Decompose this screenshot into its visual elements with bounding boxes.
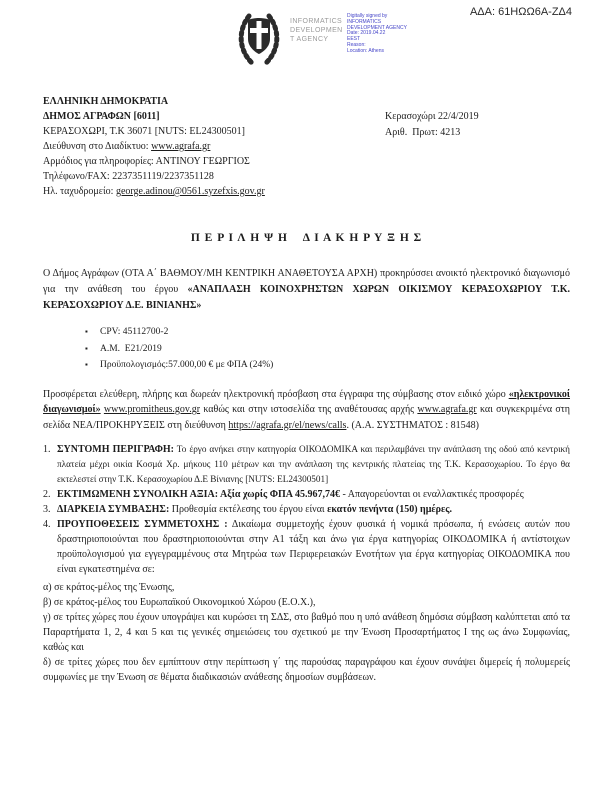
- key-facts-list: [85, 325, 570, 373]
- phone-line: Τηλέφωνο/FAX: 2237351119/2237351128: [43, 171, 214, 182]
- list-item-participation-conditions: [43, 517, 570, 577]
- website-label: Διεύθυνση στο Διαδίκτυο:: [43, 141, 152, 152]
- item-number: 2.: [43, 489, 51, 500]
- budget-item: ▪ Προϋπολογισμός:57.000,00 € με ΦΠΑ (24%): [85, 358, 570, 373]
- list-item-estimated-value: [43, 487, 570, 502]
- signature-line: Location: Athens: [347, 47, 384, 54]
- item-number: 3.: [43, 504, 51, 515]
- item-text: [57, 487, 570, 502]
- condition-alpha: α) σε κράτος-μέλος της Ένωσης,: [43, 582, 175, 593]
- document-top-area: [0, 0, 612, 90]
- informatics-agency-label: [290, 17, 343, 44]
- item-text: [57, 502, 570, 517]
- list-item-short-description: [43, 442, 570, 487]
- news-calls-link[interactable]: https://agrafa.gr/el/news/calls: [228, 419, 347, 431]
- contact-line: Αρμόδιος για πληροφορίες: ΑΝΤΙΝΟΥ ΓΕΩΡΓΙΟΣ: [43, 156, 250, 167]
- digital-signature-stamp: [347, 14, 407, 55]
- item-heading: ΔΙΑΡΚΕΙΑ ΣΥΜΒΑΣΗΣ:: [57, 504, 170, 515]
- condition-gamma: γ) σε τρίτες χώρες που έχουν υπογράψει και κυρώσει τη ΣΔΣ, στο βαθμό που η υπό ανάθεση δημόσια σύμβαση καλύπτεται από τα Παραρτήματα 1, 2, 4 και 5 και τις γενικές σημειώσεις του σχετικού με την Ένωση Προσαρτήματος Ι της ως άνω Συμφωνίας, καθώς και: [43, 612, 570, 653]
- eligibility-conditions: [43, 580, 570, 685]
- item-number: 1.: [43, 444, 51, 455]
- promitheus-link[interactable]: www.promitheus.gov.gr: [103, 404, 201, 415]
- intro-text: Ο Δήμος Αγράφων (ΟΤΑ Α΄ ΒΑΘΜΟΥ/ΜΗ ΚΕΝΤΡΙΚΗ ΑΝΑΘΕΤΟΥΣΑ ΑΡΧΗ) προκηρύσσει ανοικτό ηλεκτρονικό διαγωνισμό για την ανάθεση του έργου: [43, 268, 570, 295]
- numbered-items: [43, 442, 570, 577]
- item-value: Αξία χωρίς ΦΠΑ 45.967,74€: [218, 489, 340, 500]
- signature-line: DEVELOPMENT AGENCY: [347, 24, 407, 31]
- address-line: ΚΕΡΑΣΟΧΩΡΙ, Τ.Κ 36071 [NUTS: EL24300501]: [43, 126, 245, 137]
- item-text: [57, 442, 570, 487]
- document-body: [0, 94, 612, 685]
- letterhead: [43, 94, 570, 199]
- agency-line: T AGENCY: [290, 36, 329, 43]
- access-paragraph: [43, 387, 570, 434]
- signature-line: Digitally signed by: [347, 13, 388, 19]
- letterhead-right: [385, 94, 570, 199]
- item-body-text: - Απαγορεύονται οι εναλλακτικές προσφορές: [339, 489, 524, 500]
- agency-line: DEVELOPMEN: [290, 27, 343, 34]
- item-body-text: Το έργο ανήκει στην κατηγορία ΟΙΚΟΔΟΜΙΚΑ και περιλαμβάνει την ανάπλαση της οδού από κεντρική πλατεία μέχρι οικία Κοσμά Χρ. μήκους 110 μέτρων και την ανάπλαση της κεντρικής πλατείας της Τ.Κ. Κερασοχωρίου. Το έργο θα εκτελεστεί στην Τ.Κ. Κερασοχωρίου Δ.Ε Βίνιανης [NUTS: EL24300501]: [57, 444, 570, 484]
- condition-beta: β) σε κράτος-μέλος του Ευρωπαϊκού Οικονομικού Χώρου (Ε.Ο.Χ.),: [43, 597, 316, 608]
- am-item: ▪ Α.Μ. Ε21/2019: [85, 342, 570, 357]
- access-text: καθώς και στην ιστοσελίδα της αναθέτουσας αρχής: [200, 404, 418, 415]
- signature-line: Reason:: [347, 41, 366, 48]
- website-link[interactable]: www.agrafa.gr: [151, 141, 211, 152]
- project-name: «ΑΝΑΠΛΑΣΗ ΚΟΙΝΟΧΡΗΣΤΩΝ ΧΩΡΩΝ ΟΙΚΙΣΜΟΥ ΚΕΡΑΣΟΧΩΡΙΟΥ Τ.Κ. ΚΕΡΑΣΟΧΩΡΙΟΥ Δ.Ε. ΒΙΝΙΑΝΗΣ»: [43, 284, 570, 311]
- republic-title: ΕΛΛΗΝΙΚΗ ΔΗΜΟΚΡΑΤΙΑ: [43, 96, 169, 107]
- signature-line: INFORMATICS: [347, 18, 382, 25]
- list-item-contract-duration: [43, 502, 570, 517]
- place-date: Κερασοχώρι 22/4/2019: [385, 111, 479, 122]
- website-line: [43, 139, 385, 154]
- item-heading: ΠΡΟΥΠΟΘΕΣΕΙΣ ΣΥΜΜΕΤΟΧΗΣ :: [57, 519, 228, 530]
- ada-number: ΑΔΑ: 61ΗΩΩ6Α-ΖΔ4: [469, 6, 572, 18]
- item-duration: εκατόν πενήντα (150) ημέρες.: [327, 504, 452, 515]
- item-heading: ΕΚΤΙΜΩΜΕΝΗ ΣΥΝΟΛΙΚΗ ΑΞΙΑ:: [57, 489, 219, 500]
- item-heading: ΣΥΝΤΟΜΗ ΠΕΡΙΓΡΑΦΗ:: [57, 444, 174, 455]
- access-text: Προσφέρεται ελεύθερη, πλήρης και δωρεάν ηλεκτρονική πρόσβαση στα έγγραφα της σύμβασης στον ειδικό χώρο: [43, 388, 509, 400]
- municipality-title: ΔΗΜΟΣ ΑΓΡΑΦΩΝ [6011]: [43, 111, 160, 122]
- email-label: Ηλ. ταχυδρομείο:: [43, 186, 116, 197]
- item-number: 4.: [43, 519, 51, 530]
- intro-paragraph: [43, 266, 570, 314]
- signature-line: EEST: [347, 36, 361, 43]
- document-title: Π Ε Ρ Ι Λ Η Ψ Η Δ Ι Α Κ Η Ρ Υ Ξ Η Σ: [190, 232, 423, 244]
- letterhead-left: [43, 94, 385, 199]
- greek-coat-of-arms-logo: [233, 12, 285, 68]
- agrafa-link[interactable]: www.agrafa.gr: [417, 404, 477, 415]
- access-text: και συγκεκριμένα στη σελίδα ΝΕΑ/ΠΡΟΚΗΡΥΞΕΙΣ στη διεύθυνση: [43, 404, 571, 431]
- item-body-text: Δικαίωμα συμμετοχής έχουν φυσικά ή νομικά πρόσωπα, ή ενώσεις αυτών που δραστηριοποιούνται που δραστηριοποιούνται στην Α1 τάξη και άνω για έργα κατηγορίας ΟΙΚΟΔΟΜΙΚΑ ή αντίστοιχων προϋπολογισμού για εγγεγραμμένους στα Μητρώα των Περιφερειακών Ενοτήτων για έργα κατηγορίας ΟΙΚΟΔΟΜΙΚΑ που είναι εγκατεστημένα σε:: [57, 519, 570, 575]
- condition-delta: δ) σε τρίτες χώρες που δεν εμπίπτουν στην περίπτωση γ΄ της παρούσας παραγράφου και έχουν συνάψει διμερείς ή πολυμερείς συμφωνίες με την Ένωση σε θέματα διαδικασιών ανάθεσης δημοσίων συμβάσεων.: [43, 657, 570, 683]
- system-id-text: . (Α.Α. ΣΥΣΤΗΜΑΤΟΣ : 81548): [346, 419, 479, 431]
- cpv-item: ▪ CPV: 45112700-2: [85, 325, 570, 340]
- e-tenders-label: «ηλεκτρονικοί διαγωνισμοί»: [43, 388, 570, 415]
- signature-line: Date: 2019.04.22: [347, 30, 386, 37]
- item-body-text: Προθεσμία εκτέλεσης του έργου είναι: [169, 504, 328, 515]
- email-link[interactable]: george.adinou@0561.syzefxis.gov.gr: [115, 186, 265, 197]
- item-text: [57, 517, 570, 577]
- protocol-number: Αριθ. Πρωτ: 4213: [385, 127, 461, 138]
- email-line: [43, 184, 385, 199]
- agency-line: INFORMATICS: [290, 18, 343, 25]
